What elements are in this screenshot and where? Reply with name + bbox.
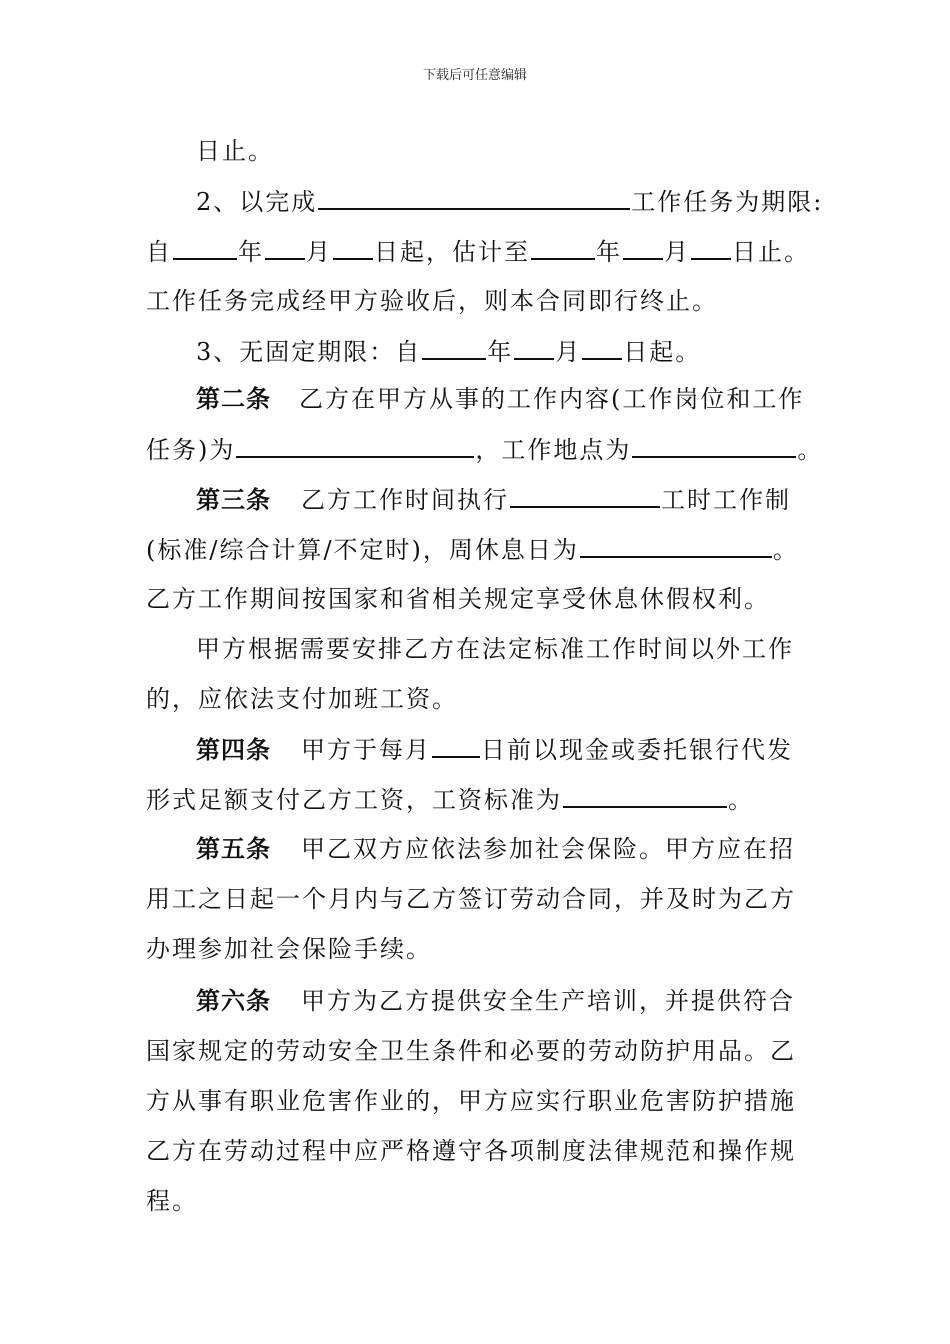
blank-underline — [173, 236, 237, 260]
text: 年 — [487, 338, 514, 366]
page-header: 下载后可任意编辑 — [422, 68, 527, 83]
text-line — [196, 336, 806, 367]
text: 日止。 — [196, 137, 274, 165]
text: 自 — [146, 238, 172, 266]
article-2 — [196, 384, 806, 414]
blank-underline — [582, 336, 622, 360]
text: 日止。 — [732, 238, 810, 266]
article-title: 第五条 — [196, 834, 271, 863]
text: 乙方在甲方从事的工作内容(工作岗位和工作 — [299, 385, 805, 413]
text: 乙方在劳动过程中应严格遵守各项制度法律规范和操作规 — [146, 1137, 796, 1165]
text: 年 — [238, 238, 264, 266]
text: 3、无固定期限：自 — [196, 338, 422, 366]
text: 月 — [664, 238, 690, 266]
text-line — [146, 1086, 806, 1116]
text: 工作任务为期限: — [631, 188, 824, 216]
text-line — [196, 634, 806, 664]
text: 2、以完成 — [196, 188, 318, 216]
blank-underline — [531, 236, 595, 260]
text: 乙方工作时间执行 — [301, 486, 509, 514]
text: 。 — [728, 786, 754, 814]
blank-underline — [422, 336, 486, 360]
text-line — [146, 784, 806, 815]
article-3 — [196, 484, 806, 515]
text: 方从事有职业危害作业的，甲方应实行职业危害防护措施 — [146, 1087, 796, 1115]
text: 甲方为乙方提供安全生产培训，并提供符合 — [301, 987, 795, 1015]
text: (标准/综合计算/不定时)，周休息日为 — [146, 536, 579, 564]
text-line — [196, 186, 824, 217]
text: 工时工作制 — [661, 486, 791, 514]
article-6 — [196, 986, 806, 1016]
text-line — [146, 434, 824, 465]
text: 日前以现金或委托银行代发 — [481, 736, 793, 764]
text: 办理参加社会保险手续。 — [146, 935, 432, 963]
text-line — [146, 236, 810, 267]
article-title: 第四条 — [196, 735, 271, 764]
text: 的，应依法支付加班工资。 — [146, 685, 458, 713]
text: 。 — [797, 436, 824, 464]
text: ，工作地点为 — [475, 436, 632, 464]
article-title: 第六条 — [196, 986, 271, 1015]
text: 月 — [555, 338, 582, 366]
article-4 — [196, 734, 806, 765]
text-line — [146, 1136, 806, 1166]
article-5 — [196, 834, 806, 864]
text-line — [146, 934, 806, 964]
text: 甲方根据需要安排乙方在法定标准工作时间以外工作 — [196, 635, 794, 663]
text: 用工之日起一个月内与乙方签订劳动合同，并及时为乙方 — [146, 885, 796, 913]
blank-underline — [514, 336, 554, 360]
blank-underline — [510, 484, 660, 508]
text-line — [146, 584, 806, 614]
text-line — [146, 286, 806, 316]
text: 日起，估计至 — [374, 238, 530, 266]
blank-underline — [333, 236, 373, 260]
text: 形式足额支付乙方工资，工资标准为 — [146, 786, 562, 814]
text: 乙方工作期间按国家和省相关规定享受休息休假权利。 — [146, 585, 770, 613]
blank-underline — [580, 534, 772, 558]
text: 甲乙双方应依法参加社会保险。甲方应在招 — [301, 835, 795, 863]
text: 。 — [772, 536, 799, 564]
blank-underline — [563, 784, 727, 808]
text: 年 — [596, 238, 622, 266]
text: 程。 — [146, 1187, 198, 1215]
text-line — [146, 534, 806, 565]
text-line — [196, 136, 806, 166]
text-line — [146, 884, 806, 914]
blank-underline — [691, 236, 731, 260]
article-title: 第二条 — [196, 384, 271, 413]
blank-underline — [623, 236, 663, 260]
text: 国家规定的劳动安全卫生条件和必要的劳动防护用品。乙 — [146, 1037, 796, 1065]
text-line — [146, 1186, 806, 1216]
blank-underline — [236, 434, 474, 458]
article-title: 第三条 — [196, 485, 271, 514]
text: 任务)为 — [146, 436, 236, 464]
blank-underline — [318, 186, 630, 210]
text-line — [146, 684, 806, 714]
text-line — [146, 1036, 806, 1066]
blank-underline — [432, 734, 480, 758]
blank-underline — [632, 434, 796, 458]
text: 日起。 — [623, 338, 702, 366]
blank-underline — [265, 236, 305, 260]
text: 月 — [306, 238, 332, 266]
text: 甲方于每月 — [301, 736, 431, 764]
text: 工作任务完成经甲方验收后，则本合同即行终止。 — [146, 287, 718, 315]
